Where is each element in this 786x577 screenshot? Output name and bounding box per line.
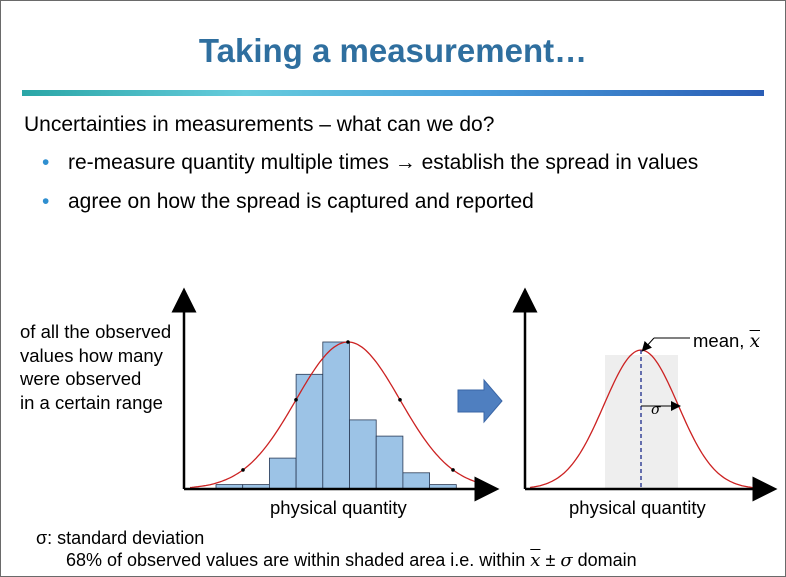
curve-point xyxy=(241,468,245,472)
mean-leader-arrow xyxy=(645,338,654,348)
bullet-dot-icon: • xyxy=(42,151,50,174)
transform-arrow-icon xyxy=(458,380,502,422)
bullet-dot-icon: • xyxy=(42,190,50,213)
histogram-bar xyxy=(376,436,403,489)
y-label-line-2: values how many xyxy=(20,344,163,366)
footnote-sigma-symbol: σ xyxy=(560,550,573,571)
bullet-text-1: re-measure quantity multiple times → establish the spread in values xyxy=(68,151,699,174)
footnote-xbar-symbol: $\overline{x}$ xyxy=(530,550,541,571)
gaussian-x-label: physical quantity xyxy=(569,497,706,518)
y-label-line-1: of all the observed xyxy=(20,321,172,342)
footnote-pm-symbol: ± xyxy=(540,550,561,570)
curve-point xyxy=(346,340,350,344)
mean-text: mean, xyxy=(693,330,750,351)
mean-annotation xyxy=(693,330,760,352)
footnote-line-2 xyxy=(66,550,637,571)
slide-heading: Uncertainties in measurements – what can we do? xyxy=(24,113,495,136)
curve-point xyxy=(398,398,402,402)
footnote-line-1: σ: standard deviation xyxy=(36,528,205,548)
histogram-bars xyxy=(216,342,456,489)
y-label-line-4: in a certain range xyxy=(20,391,163,413)
histogram-bar xyxy=(296,374,323,489)
footnote-suffix: domain xyxy=(572,550,637,570)
curve-point xyxy=(451,468,455,472)
bullet-text-2: agree on how the spread is captured and reported xyxy=(68,190,534,213)
curve-point xyxy=(294,398,298,402)
histogram-bar xyxy=(403,473,430,489)
histogram-bar xyxy=(350,420,377,489)
sigma-annotation: σ xyxy=(651,402,661,418)
mean-symbol: $\overline{x}$ xyxy=(749,331,760,352)
footnote-prefix: 68% of observed values are within shaded area i.e. within xyxy=(66,550,531,570)
y-label-line-3: were observed xyxy=(20,368,142,389)
histogram-bar xyxy=(323,342,350,489)
slide-title: Taking a measurement… xyxy=(198,32,588,69)
histogram-x-label: physical quantity xyxy=(270,497,407,518)
histogram-bar xyxy=(269,458,296,489)
